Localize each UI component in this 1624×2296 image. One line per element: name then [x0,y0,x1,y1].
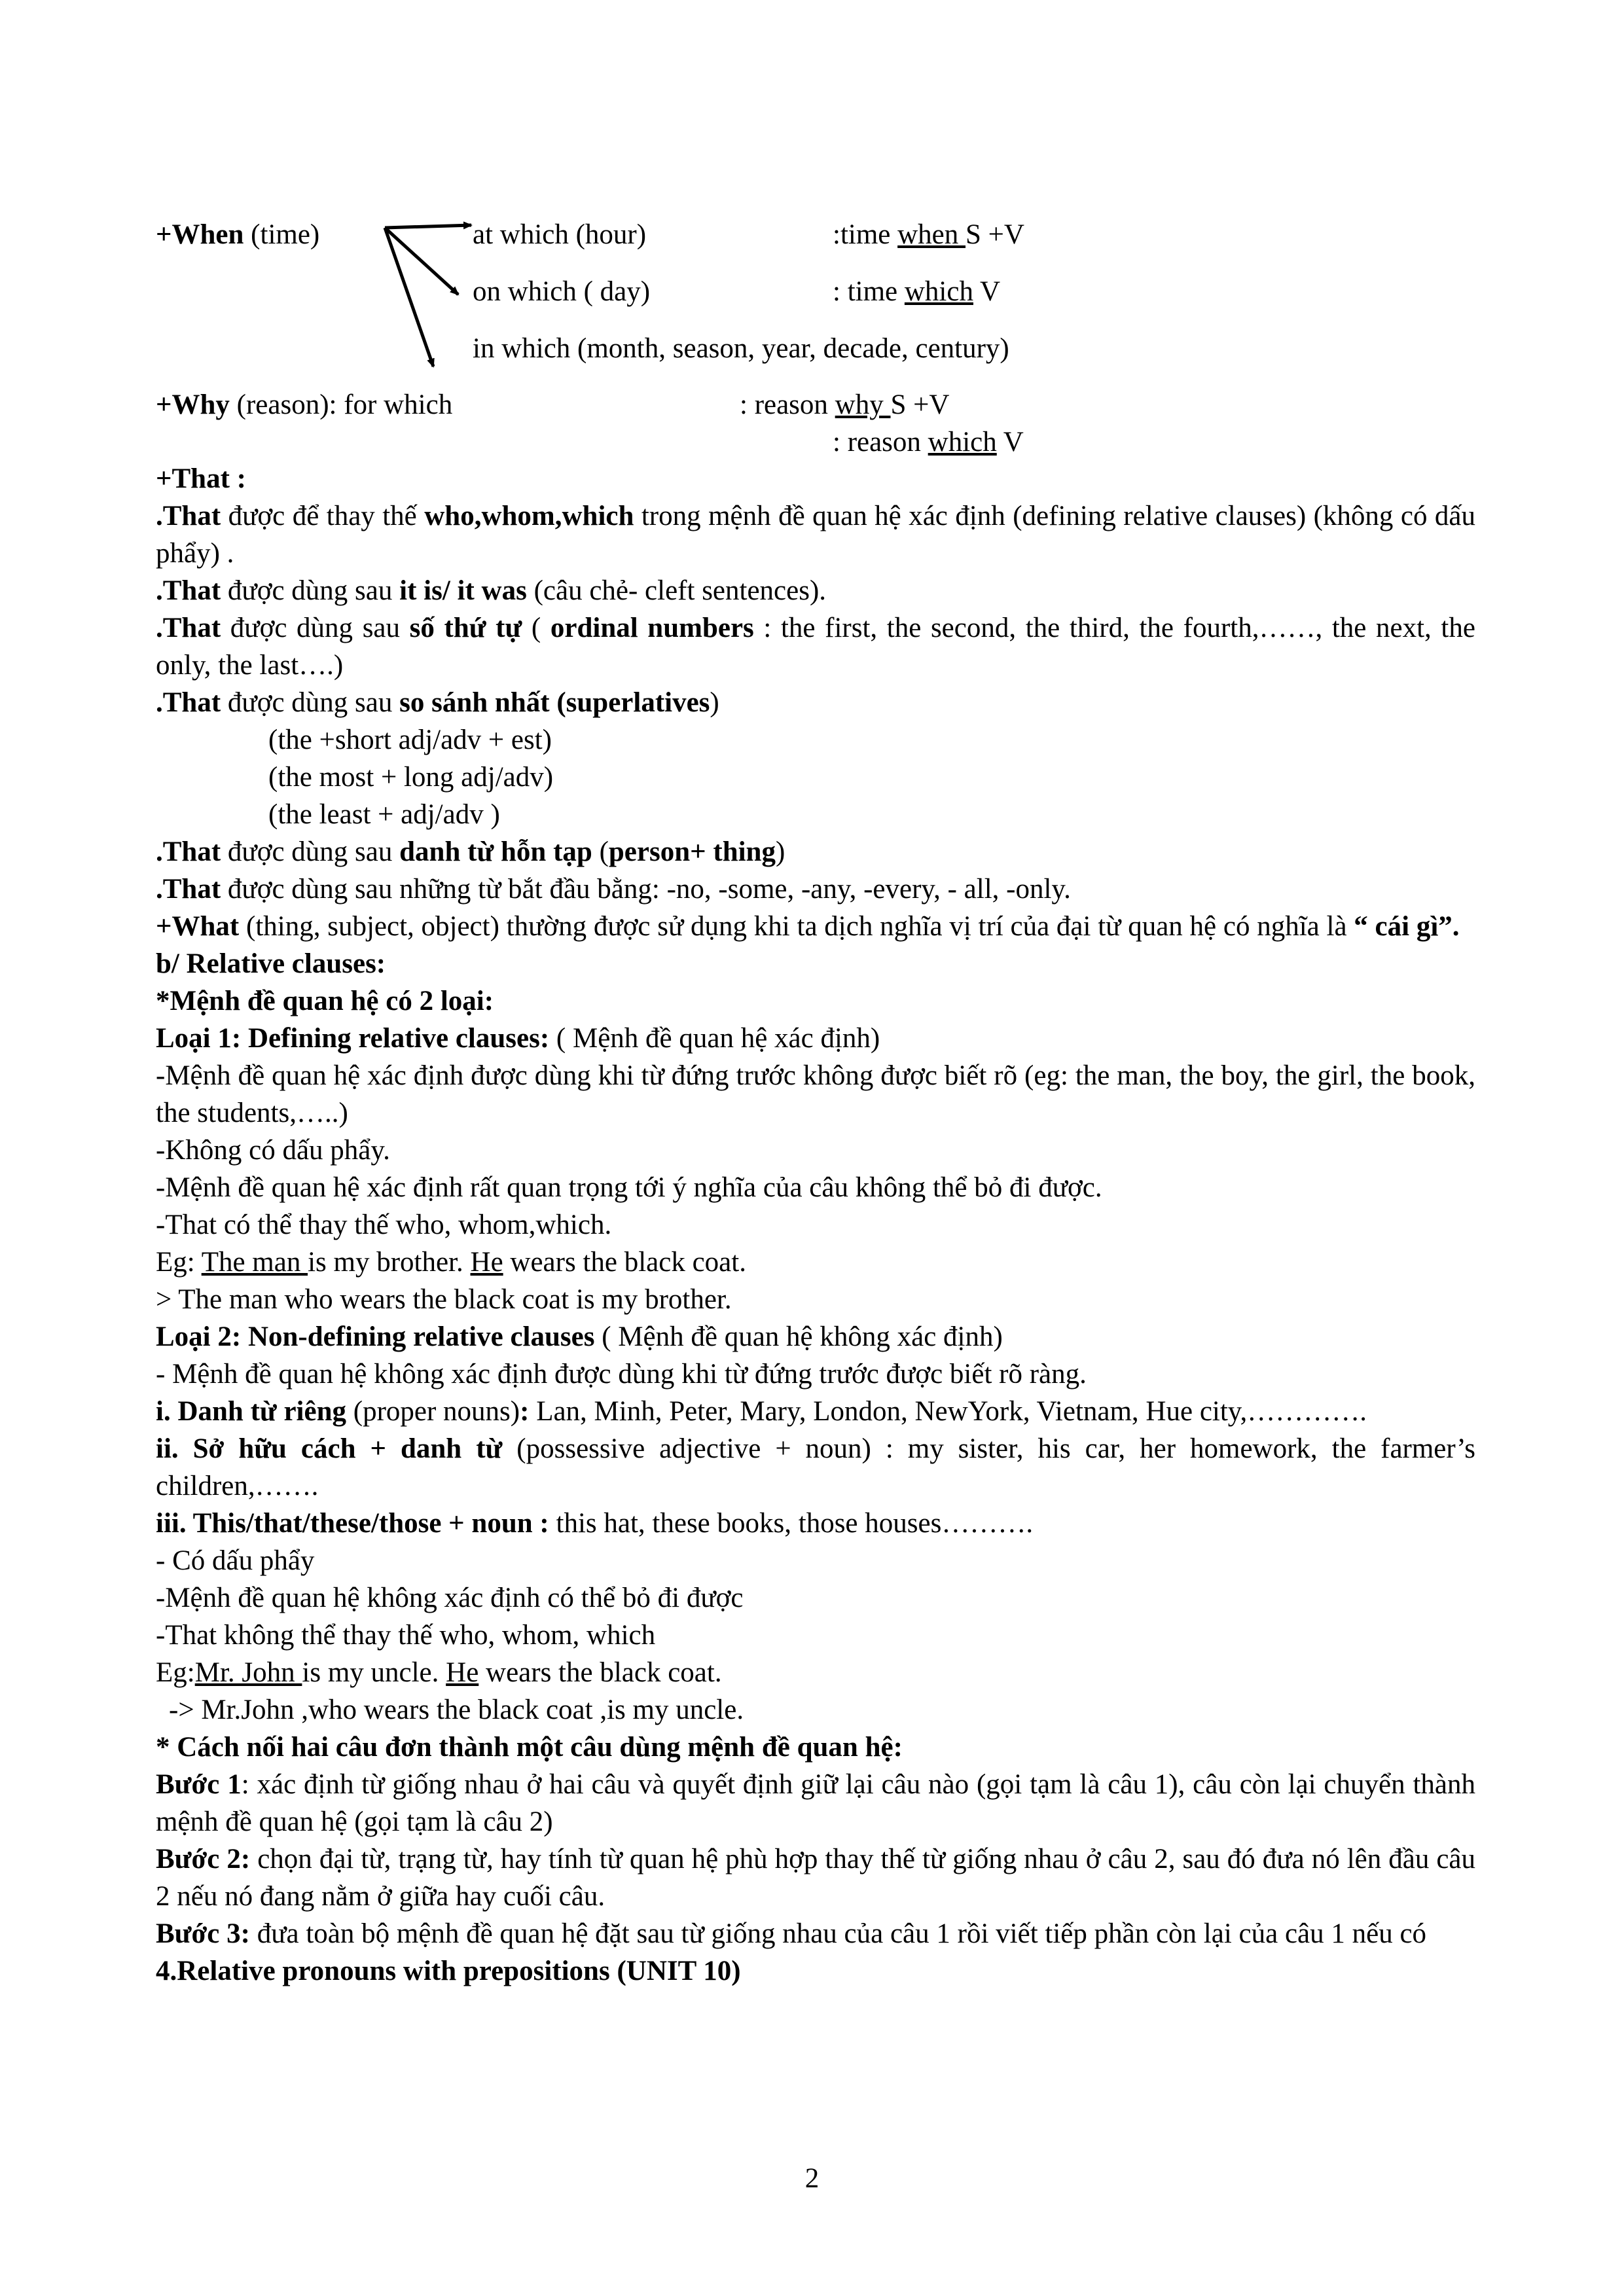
non-defining-rule-2: - Có dấu phẩy [156,1545,315,1576]
that-rule-6: .That được dùng sau những từ bắt đầu bằng: -no, -some, -any, -every, - all, -only. [156,874,1071,905]
non-defining-rule-1: - Mệnh đề quan hệ không xác định được dùng khi từ đứng trước được biết rõ ràng. [156,1359,1087,1390]
proper-nouns-rule: i. Danh từ riêng (proper nouns): Lan, Minh, Peter, Mary, London, NewYork, Vietnam, Hue city,…………. [156,1396,1367,1427]
superlative-most: (the most + long adj/adv) [268,762,554,793]
that-rule-1: .That được để thay thế who,whom,which trong mệnh đề quan hệ xác định (defining relative clauses) (không có dấu phẩy) . [156,501,1476,569]
demonstrative-rule: iii. This/that/these/those + noun : this hat, these books, those houses………. [156,1508,1034,1539]
defining-rule-4: -That có thể thay thế who, whom,which. [156,1210,612,1240]
steps-heading: * Cách nối hai câu đơn thành một câu dùng mệnh đề quan hệ: [156,1732,903,1763]
defining-example-result: > The man who wears the black coat is my brother. [156,1284,732,1315]
defining-heading: Loại 1: Defining relative clauses: ( Mệnh đề quan hệ xác định) [156,1023,880,1054]
that-rule-2: .That được dùng sau it is/ it was (câu chẻ- cleft sentences). [156,575,827,606]
non-defining-rule-4: -That không thể thay thế who, whom, which [156,1620,656,1651]
why-label: +Why (reason): for which [156,389,453,420]
page-number: 2 [804,2163,820,2194]
possessive-rule: ii. Sở hữu cách + danh từ (possessive adjective + noun) : my sister, his car, her homework, the farmer’s children,……. [156,1433,1475,1501]
on-which-text: on which ( day) [473,276,651,307]
reason-why-text: : reason why S +V [740,389,950,420]
defining-rule-2: -Không có dấu phẩy. [156,1135,390,1166]
non-defining-example-result: -> Mr.John ,who wears the black coat ,is my uncle. [169,1695,744,1725]
that-rule-4: .That được dùng sau so sánh nhất (superlatives) [156,687,719,718]
time-when-text: :time when S +V [833,219,1024,250]
that-heading: +That : [156,463,246,494]
step-2: Bước 2: chọn đại từ, trạng từ, hay tính từ quan hệ phù hợp thay thế từ giống nhau ở câu 2, sau đó đưa nó lên đầu câu 2 nếu nó đang nằm ở giữa hay cuối câu. [156,1844,1476,1912]
that-rule-3: .That được dùng sau số thứ tự ( ordinal numbers : the first, the second, the third, the fourth,……, the next, the only, the last….) [156,613,1475,681]
defining-rule-1: -Mệnh đề quan hệ xác định được dùng khi từ đứng trước không được biết rõ (eg: the man, the boy, the girl, the book, the students,…..) [156,1060,1475,1128]
non-defining-heading: Loại 2: Non-defining relative clauses ( Mệnh đề quan hệ không xác định) [156,1321,1003,1352]
defining-example: Eg: The man is my brother. He wears the black coat. [156,1247,746,1278]
body-text [156,460,1475,1990]
arrow-to-at-which [385,225,471,228]
step-3: Bước 3: đưa toàn bộ mệnh đề quan hệ đặt sau từ giống nhau của câu 1 rồi viết tiếp phần còn lại của câu 1 nếu có [156,1918,1427,1949]
superlative-short: (the +short adj/adv + est) [268,725,552,755]
that-rule-5: .That được dùng sau danh từ hỗn tạp (person+ thing) [156,836,785,867]
time-which-text: : time which V [833,276,1000,307]
reason-which-text: : reason which V [833,427,1024,457]
section-4-heading: 4.Relative pronouns with prepositions (UNIT 10) [156,1956,741,1986]
superlative-least: (the least + adj/adv ) [268,799,500,830]
in-which-text: in which (month, season, year, decade, century) [473,333,1009,364]
step-1: Bước 1: xác định từ giống nhau ở hai câu và quyết định giữ lại câu nào (gọi tạm là câu 1), câu còn lại chuyển thành mệnh đề quan hệ (gọi tạm là câu 2) [156,1769,1475,1837]
relative-clauses-heading: b/ Relative clauses: [156,948,386,979]
what-rule: +What (thing, subject, object) thường được sử dụng khi ta dịch nghĩa vị trí của đại từ quan hệ có nghĩa là “ cái gì”. [156,911,1460,942]
at-which-text: at which (hour) [473,219,647,250]
relative-types-heading: *Mệnh đề quan hệ có 2 loại: [156,986,494,1016]
defining-rule-3: -Mệnh đề quan hệ xác định rất quan trọng tới ý nghĩa của câu không thể bỏ đi được. [156,1172,1102,1203]
when-label: +When (time) [156,219,320,250]
non-defining-example: Eg:Mr. John is my uncle. He wears the black coat. [156,1657,722,1688]
non-defining-rule-3: -Mệnh đề quan hệ không xác định có thể bỏ đi được [156,1583,744,1613]
